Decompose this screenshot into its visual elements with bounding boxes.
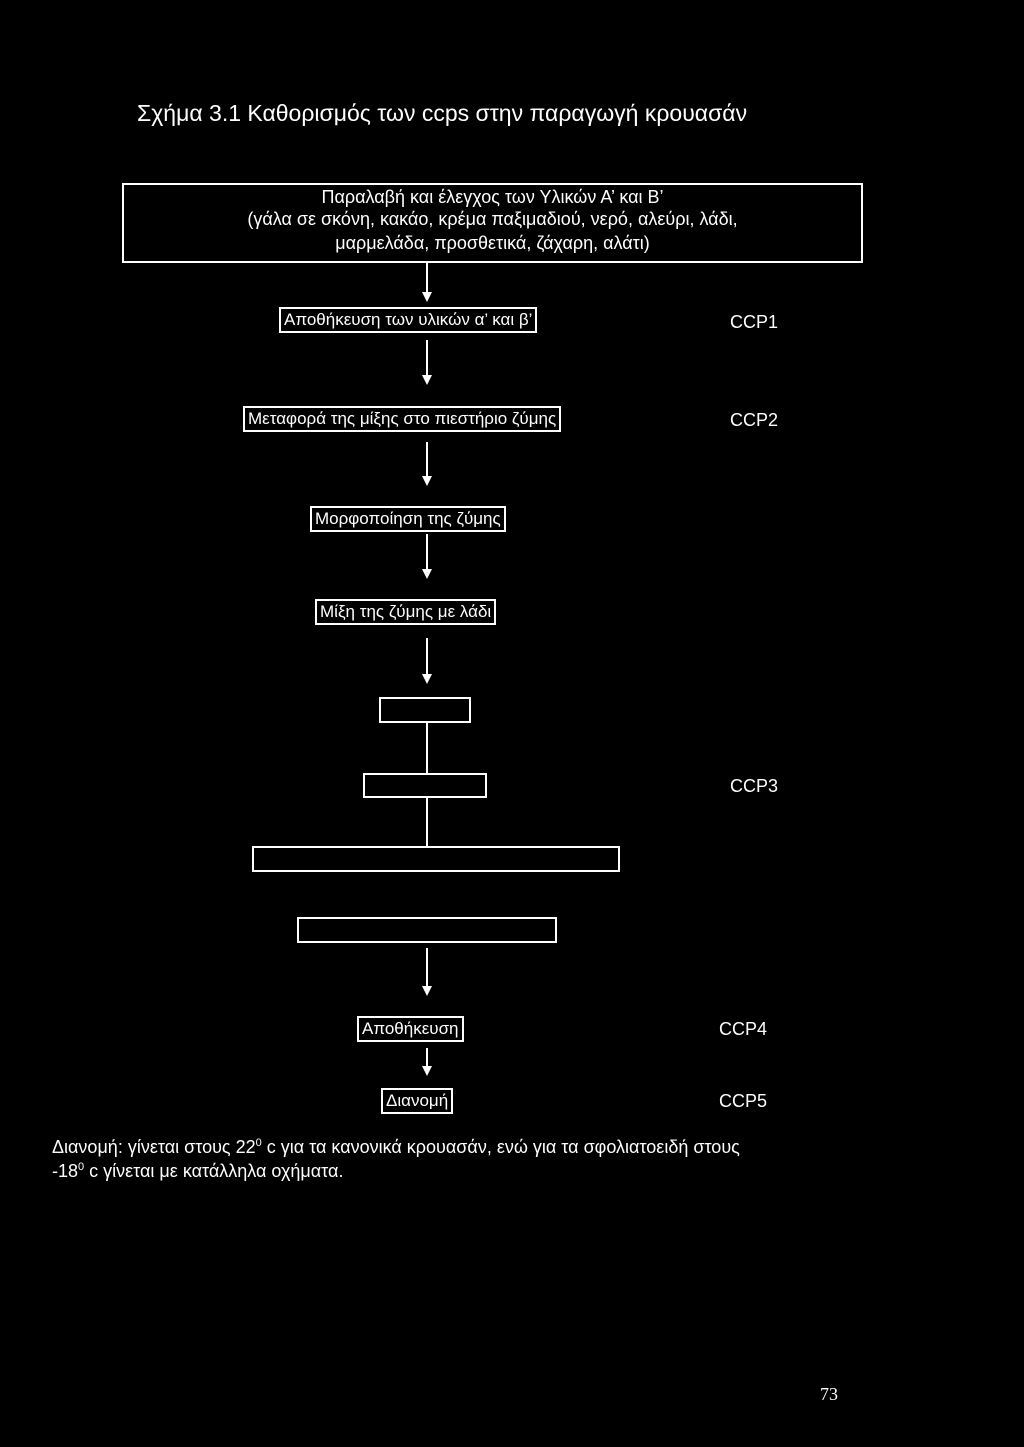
connector-line	[426, 442, 428, 476]
connector-line	[426, 723, 428, 773]
connector-line	[426, 263, 428, 293]
degree-sup: 0	[255, 1137, 262, 1149]
step-storage-materials: Αποθήκευση των υλικών α’ και β’	[279, 307, 537, 333]
ccp4-label: CCP4	[719, 1019, 768, 1039]
footnote-text: -18	[52, 1161, 79, 1181]
empty-step-box	[363, 773, 487, 798]
step-mix-oil: Μίξη της ζύμης με λάδι	[315, 599, 496, 625]
footnote-line-2	[52, 1161, 343, 1182]
step-distribution: Διανομή	[381, 1088, 453, 1114]
receiving-box	[122, 183, 863, 263]
arrow-down-icon	[422, 292, 432, 302]
connector-line	[426, 340, 428, 376]
arrow-down-icon	[422, 1066, 432, 1076]
arrow-down-icon	[422, 986, 432, 996]
arrow-down-icon	[422, 569, 432, 579]
step-storage: Αποθήκευση	[357, 1016, 464, 1042]
receiving-line-1: Παραλαβή και έλεγχος των Υλικών Α’ και Β’	[321, 187, 664, 207]
empty-step-box	[252, 846, 620, 872]
footnote-line-1	[52, 1137, 740, 1158]
ccp3-label: CCP3	[730, 776, 779, 796]
footnote-text: c γίνεται με κατάλληλα οχήματα.	[84, 1161, 344, 1181]
degree-sup: 0	[78, 1161, 85, 1173]
arrow-down-icon	[422, 674, 432, 684]
connector-line	[426, 534, 428, 570]
empty-step-box	[379, 697, 471, 723]
page-number: 73	[820, 1384, 838, 1404]
footnote-text: c για τα κανονικά κρουασάν, ενώ για τα σφολιατοειδή στους	[261, 1137, 740, 1157]
connector-line	[426, 1048, 428, 1066]
footnote-text: Διανομή: γίνεται στους 22	[52, 1137, 256, 1157]
ccp1-label: CCP1	[730, 312, 779, 332]
step-transfer-mix: Μεταφορά της μίξης στο πιεστήριο ζύμης	[243, 406, 561, 432]
ccp2-label: CCP2	[730, 410, 779, 430]
connector-line	[426, 638, 428, 674]
connector-line	[426, 948, 428, 986]
connector-line	[426, 798, 428, 846]
step-shaping: Μορφοποίηση της ζύμης	[310, 506, 506, 532]
arrow-down-icon	[422, 375, 432, 385]
ccp5-label: CCP5	[719, 1091, 768, 1111]
receiving-line-2: (γάλα σε σκόνη, κακάο, κρέμα παξιμαδιού, νερό, αλεύρι, λάδι,	[247, 209, 738, 229]
arrow-down-icon	[422, 476, 432, 486]
empty-step-box	[297, 917, 557, 943]
figure-title: Σχήμα 3.1 Καθορισμός των ccps στην παραγωγή κρουασάν	[137, 100, 748, 126]
receiving-line-3: μαρμελάδα, προσθετικά, ζάχαρη, αλάτι)	[335, 233, 650, 253]
